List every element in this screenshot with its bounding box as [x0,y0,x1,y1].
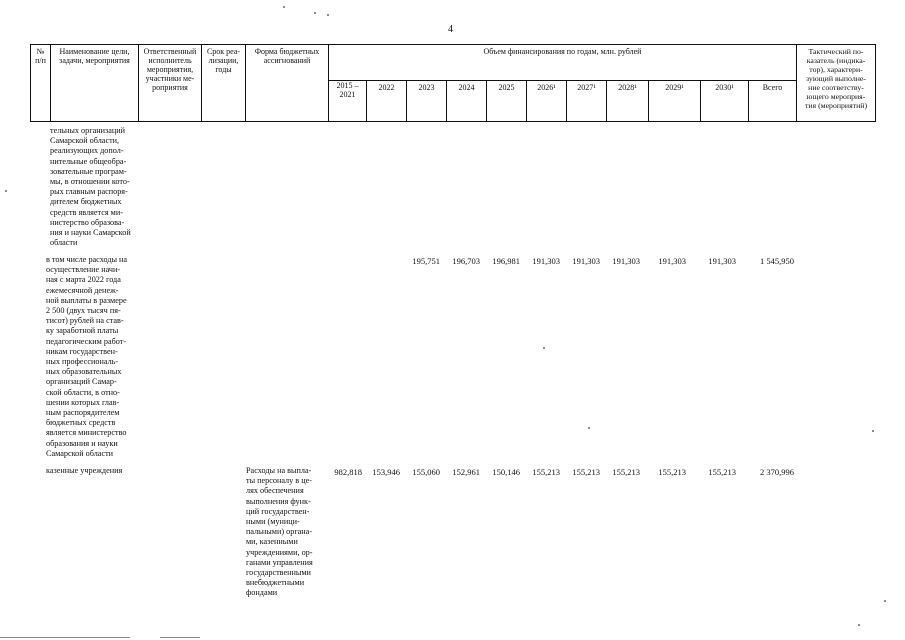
row-form: Расходы на выпла- ты персоналу в це- лях обеспечения выполнения функ- ций государствен- ными (муници- пальными) органа- ми, казенными учреждениями, ор- ганами управления государственными внебюджетными фондами [246,466,313,598]
year-header: 2027¹ [577,83,596,92]
year-header: 2025 [498,83,515,92]
header-bottom-border [30,121,876,122]
value-2024: 152,961 [452,467,480,477]
header-num: № п/п [35,47,46,65]
value-total: 1 545,950 [760,256,794,266]
year-header: 2026¹ [537,83,556,92]
year-header: 2022 [378,83,395,92]
value-2029: 191,303 [658,256,686,266]
header-term: Срок реа- лизации, годы [206,47,241,74]
year-header: 2015 – 2021 [336,81,359,99]
row-name: тельных организаций Самарской области, реализующих допол- нительные общеобра- зовательные програм- мы, в отношении кото- рых главным распоря- дителем бюджетных средств является ми- нистерство образова- ния и науки Самарской области [50,126,131,248]
value-2023: 155,060 [412,467,440,477]
value-2022: 153,946 [372,467,400,477]
value-2024: 196,703 [452,256,480,266]
value-2026: 191,303 [532,256,560,266]
year-header: Всего [762,83,783,92]
scan-speck [872,430,874,432]
scan-speck [327,14,329,16]
value-2015-2021: 982,818 [334,467,362,477]
year-header: 2023 [418,83,435,92]
year-header: 2030¹ [715,83,734,92]
value-2027: 191,303 [572,256,600,266]
header-indicator: Тактический по- казатель (индика- тор), характери- зующий выполне- ние соответству- ющего мероприя- тия (мероприятий) [804,47,868,110]
value-2028: 155,213 [612,467,640,477]
header-form: Форма бюджетных ассигнований [254,47,320,65]
year-header: 2024 [458,83,475,92]
years-divider [328,80,796,81]
value-2030: 191,303 [708,256,736,266]
value-2025: 150,146 [492,467,520,477]
value-2030: 155,213 [708,467,736,477]
scan-edge-line [160,637,200,638]
scan-speck [588,427,590,429]
header-top-border [30,44,876,45]
scan-speck [5,190,7,192]
scan-speck [314,12,316,14]
year-header: 2028¹ [618,83,637,92]
scan-speck [543,347,545,349]
scan-speck [283,6,285,8]
header-executor: Ответственный исполнитель мероприятия, участники ме- роприятия [143,47,197,92]
row-name: казенные учреждения [46,466,123,475]
year-header: 2029¹ [665,83,684,92]
value-2023: 195,751 [412,256,440,266]
row-name: в том числе расходы на осуществление начи- ная с марта 2022 года ежемесячной денеж- ной выплаты в размере 2 500 (двух тысяч пя- тисот) рублей на став- ку заработной платы педагогическим работ- никам государствен- ных профессиональ- ных образовательных организаций Самар- ской области, в отно- шении которых глав- ным распорядителем бюджетных средств является министерство образования и науки Самарской области [46,255,128,458]
value-2027: 155,213 [572,467,600,477]
scan-speck [858,624,860,626]
scan-speck [884,600,886,602]
page-number: 4 [448,24,453,35]
scan-edge-line [0,637,130,638]
value-total: 2 370,996 [760,467,794,477]
value-2026: 155,213 [532,467,560,477]
value-2025: 196,981 [492,256,520,266]
value-2028: 191,303 [612,256,640,266]
value-2029: 155,213 [658,467,686,477]
header-name: Наименование цели, задачи, мероприятия [59,47,130,65]
header-funding: Объем финансирования по годам, млн. рублей [483,47,642,56]
col-border [875,44,876,122]
